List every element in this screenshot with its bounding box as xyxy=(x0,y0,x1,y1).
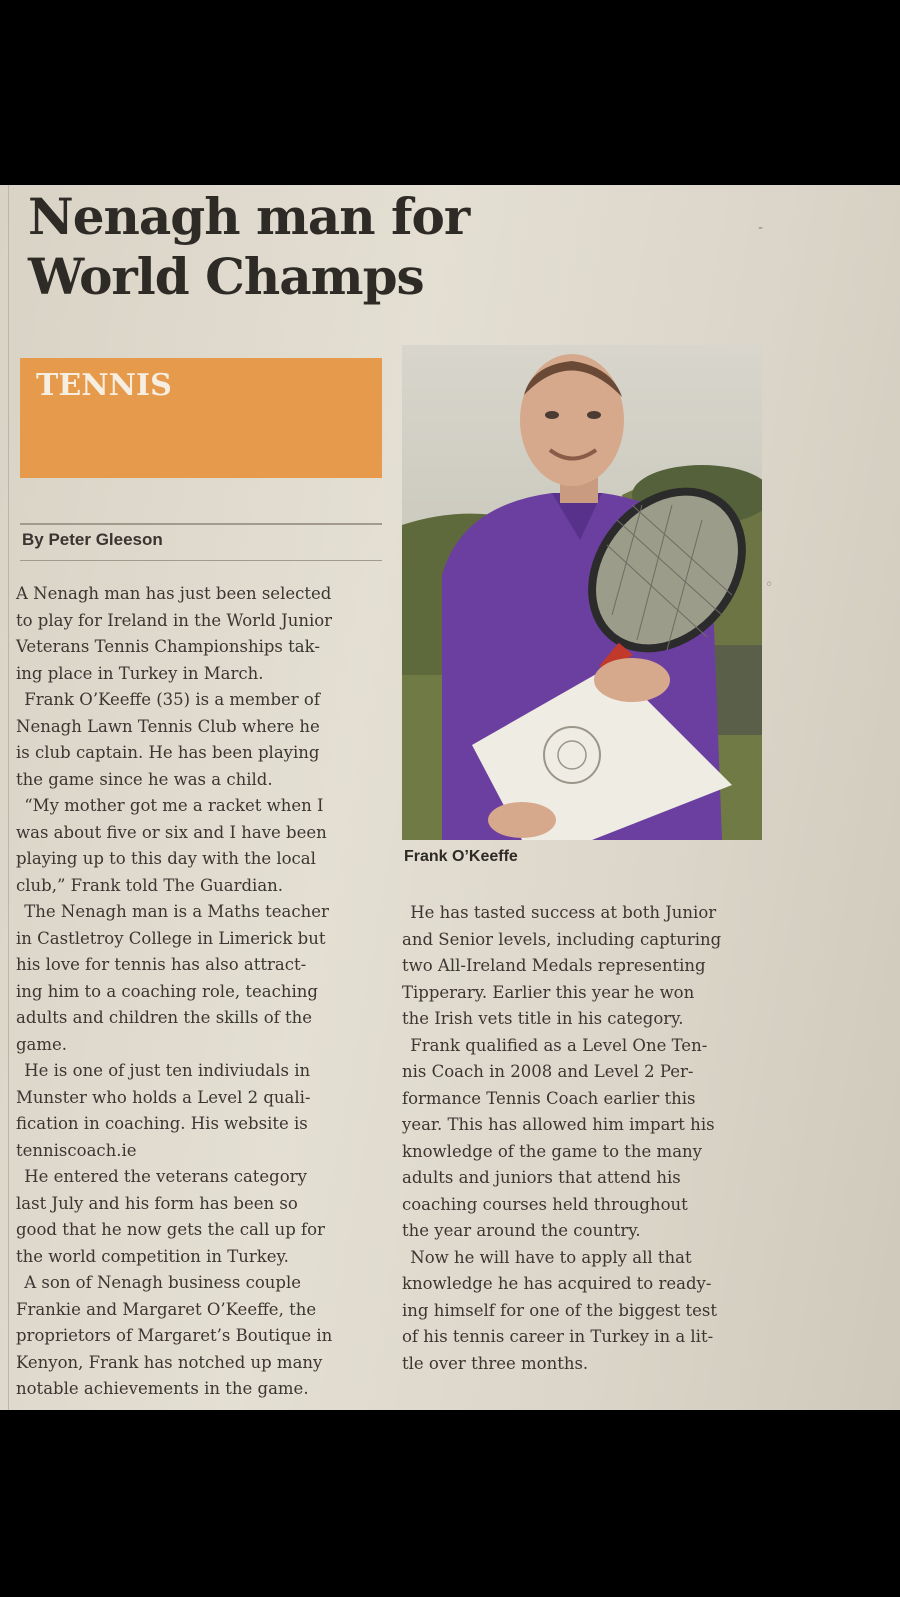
article-text-line: his love for tennis has also attract- xyxy=(16,955,307,974)
article-text-line: two All-Ireland Medals representing xyxy=(402,956,706,975)
article-text-line: “My mother got me a racket when I xyxy=(16,796,324,815)
article-text-line: year. This has allowed him impart his xyxy=(402,1115,715,1134)
byline-rule-top xyxy=(20,523,382,525)
article-text-line: tle over three months. xyxy=(402,1353,589,1373)
headline xyxy=(28,187,469,307)
photo-caption: Frank O’Keeffe xyxy=(404,848,518,865)
article-text-line: playing up to this day with the local xyxy=(16,849,316,868)
article-text-line: He entered the veterans category xyxy=(16,1167,307,1186)
article-text-line: ing himself for one of the biggest test xyxy=(402,1300,717,1320)
article-text-line: Veterans Tennis Championships tak- xyxy=(16,637,320,656)
article-text-line: Tipperary. Earlier this year he won xyxy=(402,982,695,1002)
article-text-line: last July and his form has been so xyxy=(16,1193,298,1213)
article-text-line: club,” Frank told The Guardian. xyxy=(16,875,284,895)
article-text-line: good that he now gets the call up for xyxy=(16,1220,325,1239)
article-text-line: He is one of just ten indiviudals in xyxy=(16,1061,311,1080)
article-text-line: tenniscoach.ie xyxy=(16,1140,137,1160)
article-text-line: game. xyxy=(16,1034,68,1054)
article-text-line: nis Coach in 2008 and Level 2 Per- xyxy=(402,1062,694,1081)
article-text-line: He has tasted success at both Junior xyxy=(402,903,717,922)
article-text-line: Munster who holds a Level 2 quali- xyxy=(16,1087,311,1107)
article-text-line: was about five or six and I have been xyxy=(16,822,327,842)
newspaper-clipping xyxy=(0,185,900,1410)
article-text-line: to play for Ireland in the World Junior xyxy=(16,610,333,630)
article-text-line: proprietors of Margaret’s Boutique in xyxy=(16,1326,333,1345)
byline: By Peter Gleeson xyxy=(22,530,163,549)
section-banner xyxy=(20,358,382,478)
article-text-line: knowledge he has acquired to ready- xyxy=(402,1274,712,1293)
photo-illustration xyxy=(402,345,762,840)
article-text-line: the year around the country. xyxy=(402,1221,641,1240)
article-text-line: notable achievements in the game. xyxy=(16,1379,309,1398)
article-text-line: the Irish vets title in his category. xyxy=(402,1009,684,1028)
headline-line-2: World Champs xyxy=(28,247,424,306)
article-text-line: Frank O’Keeffe (35) is a member of xyxy=(16,690,320,709)
article-text-line: in Castletroy College in Limerick but xyxy=(16,928,326,948)
article-text-line: fication in coaching. His website is xyxy=(16,1114,308,1133)
byline-rule-bottom xyxy=(20,560,382,561)
article-text-line: ing him to a coaching role, teaching xyxy=(16,981,318,1001)
paper-speck: - xyxy=(758,220,764,236)
article-text-line: adults and children the skills of the xyxy=(16,1008,313,1027)
section-label: TENNIS xyxy=(36,368,172,403)
article-text-line: Now he will have to apply all that xyxy=(402,1247,692,1267)
article-text-line: adults and juniors that attend his xyxy=(402,1168,681,1187)
article-photo xyxy=(402,345,762,840)
article-text-line: knowledge of the game to the many xyxy=(402,1141,702,1161)
article-column-left xyxy=(16,581,386,1403)
article-text-line: the world competition in Turkey. xyxy=(16,1246,289,1266)
article-text-line: coaching courses held throughout xyxy=(402,1194,688,1214)
article-text-line: the game since he was a child. xyxy=(16,769,273,789)
article-text-line: Nenagh Lawn Tennis Club where he xyxy=(16,716,320,736)
headline-line-1: Nenagh man for xyxy=(28,187,470,246)
article-text-line: and Senior levels, including capturing xyxy=(402,929,722,949)
article-text-line: Frankie and Margaret O’Keeffe, the xyxy=(16,1299,317,1319)
article-text-line: of his tennis career in Turkey in a lit- xyxy=(402,1327,714,1346)
article-text-line: ing place in Turkey in March. xyxy=(16,663,264,683)
article-text-line: A son of Nenagh business couple xyxy=(16,1273,301,1292)
page-fold-line xyxy=(8,185,9,1410)
article-text-line: Kenyon, Frank has notched up many xyxy=(16,1352,323,1372)
article-text-line: is club captain. He has been playing xyxy=(16,743,320,762)
paper-speck: ◦ xyxy=(765,577,774,593)
article-column-right xyxy=(402,900,782,1377)
article-text-line: Frank qualified as a Level One Ten- xyxy=(402,1035,708,1055)
article-text-line: formance Tennis Coach earlier this xyxy=(402,1088,696,1108)
article-text-line: A Nenagh man has just been selected xyxy=(16,584,332,603)
article-text-line: The Nenagh man is a Maths teacher xyxy=(16,902,329,921)
